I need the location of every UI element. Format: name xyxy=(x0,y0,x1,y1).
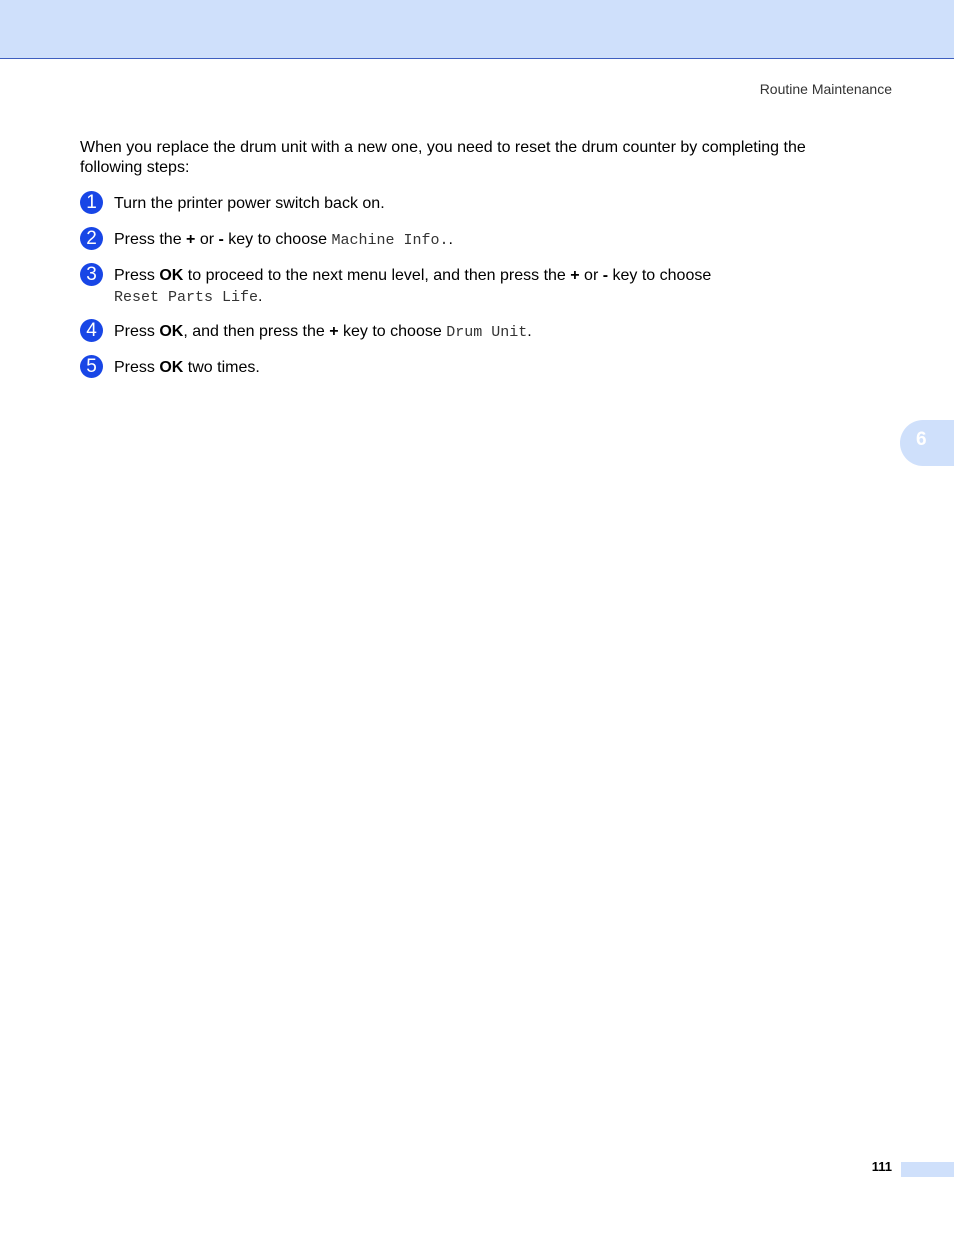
intro-paragraph: When you replace the drum unit with a new one, you need to reset the drum counter by completing the following steps: xyxy=(80,139,806,176)
chapter-tab xyxy=(900,420,954,466)
lcd-menu-text: Machine Info. xyxy=(331,232,449,249)
lcd-menu-text: Drum Unit xyxy=(446,324,528,341)
step-number-badge: 1 xyxy=(80,191,103,214)
step-number-badge: 5 xyxy=(80,355,103,378)
header-band xyxy=(0,0,954,59)
step-text: Press OK, and then press the + key to choose Drum Unit. xyxy=(114,323,532,341)
page-number: 111 xyxy=(871,1159,892,1174)
lcd-menu-text: Reset Parts Life xyxy=(114,289,259,306)
step-text: Turn the printer power switch back on. xyxy=(114,195,385,212)
step-text: Press OK two times. xyxy=(114,359,260,376)
running-header: Routine Maintenance xyxy=(759,81,892,97)
step-text: Press OK to proceed to the next menu level, and then press the + or - key to choose Reset Parts Life. xyxy=(114,267,712,306)
step-text: Press the + or - key to choose Machine Info.. xyxy=(114,231,453,249)
step-number-badge: 4 xyxy=(80,319,103,342)
step-number-badge: 2 xyxy=(80,227,103,250)
chapter-number: 6 xyxy=(916,429,927,450)
step-number-badge: 3 xyxy=(80,263,103,286)
footer-bar xyxy=(901,1162,954,1177)
